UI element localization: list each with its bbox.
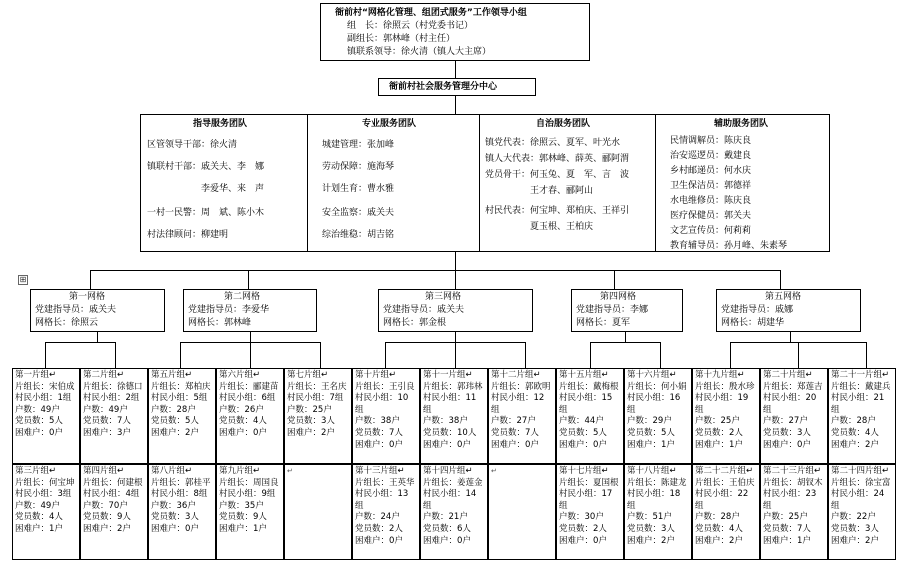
- subgroup-line: 片组长：何宝坤: [15, 477, 75, 488]
- connector-teams-grids: [455, 252, 456, 270]
- team-auxiliary-line: 治安巡逻员：戴建良: [670, 151, 752, 161]
- subgroup-line: 村民小组：9组: [219, 489, 276, 500]
- paragraph-mark: ↵: [287, 467, 293, 475]
- grid-name: 第二网格: [224, 292, 261, 302]
- subgroup-line: 组: [355, 404, 364, 415]
- subgroup-line: 困难户：0户: [491, 439, 539, 450]
- subgroup-line: 片组长：王名庆: [287, 381, 347, 392]
- subgroup-line: 村民小组：11: [423, 393, 477, 404]
- subgroup-line: 片组长：陈建龙: [627, 477, 687, 488]
- subgroup-cell: [148, 368, 216, 464]
- subgroup-line: 户数：24户: [355, 512, 400, 523]
- subgroup-line: 户数：70户: [83, 500, 128, 511]
- connector-sub: [180, 342, 181, 368]
- subgroup-cell: [216, 464, 284, 560]
- subgroup-line: 片组长：周国良: [219, 477, 279, 488]
- connector-sub: [115, 342, 116, 368]
- subgroup-line: 党员数：4人: [219, 416, 267, 427]
- subgroup-line: 片组长：郭桂平: [151, 477, 211, 488]
- subgroup-line: 村民小组：4组: [83, 489, 140, 500]
- team-professional-line: 城建管理：张加峰: [322, 140, 395, 150]
- subgroup-name: 第五片组↵: [151, 370, 193, 380]
- team-autonomy-line: 镇人大代表：郭林峰、薛英、郦阿渭: [485, 154, 630, 164]
- subgroup-line: 户数：36户: [151, 500, 196, 511]
- subgroup-cell: [12, 368, 80, 464]
- connector-sub: [730, 342, 731, 368]
- subgroup-cell: [148, 464, 216, 560]
- subgroup-line: 困难户：0户: [355, 439, 403, 450]
- connector-sub: [525, 342, 526, 368]
- subgroup-cell: [352, 368, 420, 464]
- leadership-line-contact: 镇联系领导：徐火清（镇人大主席）: [347, 47, 492, 57]
- team-autonomy: [479, 114, 656, 252]
- subgroup-line: 党员数：3人: [627, 523, 675, 534]
- subgroup-line: 村民小组：18: [627, 489, 681, 500]
- subgroup-line: 困难户：2户: [151, 427, 199, 438]
- subgroup-cell-empty: [488, 464, 556, 560]
- grid-2: [183, 289, 317, 332]
- subgroup-name: 第九片组↵: [219, 466, 261, 476]
- connector-grid-drop: [614, 270, 615, 289]
- team-auxiliary-line: 教育辅导员：孙月峰、朱素琴: [670, 241, 788, 251]
- subgroup-line: 党员数：2人: [695, 427, 743, 438]
- connector-center-teams: [455, 96, 456, 114]
- team-professional-line: 计划生育：曹水雅: [322, 184, 395, 194]
- subgroup-line: 村民小组：23: [763, 489, 817, 500]
- subgroup-line: 户数：21户: [423, 512, 468, 523]
- subgroup-line: 组: [559, 500, 568, 511]
- subgroup-name: 第十六片组↵: [627, 370, 677, 380]
- subgroup-line: 党员数：5人: [559, 427, 607, 438]
- subgroup-line: 户数：49户: [15, 404, 60, 415]
- connector-sub: [660, 342, 661, 368]
- team-auxiliary-line: 水电维修员：陈庆良: [670, 196, 752, 206]
- team-auxiliary-line: 文艺宣传员：何莉莉: [670, 226, 752, 236]
- subgroup-name: 第四片组↵: [83, 466, 125, 476]
- subgroup-line: 片组长：郑柏庆: [151, 381, 211, 392]
- team-auxiliary-line: 民情调解员：陈庆良: [670, 136, 752, 146]
- subgroup-cell: [80, 368, 148, 464]
- subgroup-line: 困难户：1户: [763, 535, 811, 546]
- subgroup-line: 组: [831, 404, 840, 415]
- subgroup-line: 户数：38户: [355, 416, 400, 427]
- team-autonomy-title: 自治服务团队: [536, 119, 591, 129]
- center-title: 衙前村社会服务管理分中心: [389, 82, 498, 92]
- subgroup-line: 困难户：0户: [763, 439, 811, 450]
- subgroup-line: 困难户：0户: [219, 427, 267, 438]
- team-guidance-line: 李爱华、来 声: [147, 184, 265, 194]
- team-auxiliary-line: 卫生保洁员：郭德祥: [670, 181, 752, 191]
- subgroup-cell: [556, 464, 624, 560]
- subgroup-line: 村民小组：7组: [287, 393, 344, 404]
- subgroup-line: 片组长：戴梅根: [559, 381, 619, 392]
- subgroup-line: 片组长：郭欧明: [491, 381, 551, 392]
- team-auxiliary: [655, 114, 830, 252]
- subgroup-line: 片组长：王英华: [355, 477, 415, 488]
- subgroup-line: 村民小组：22: [695, 489, 749, 500]
- subgroup-line: 片组长：徐宝富: [831, 477, 891, 488]
- subgroup-line: 党员数：4人: [15, 512, 63, 523]
- connector-sub: [790, 332, 791, 342]
- paragraph-mark: ↵: [491, 467, 497, 475]
- subgroup-line: 片组长：郑莲吉: [763, 381, 823, 392]
- subgroup-line: 组: [831, 500, 840, 511]
- subgroup-line: 村民小组：14: [423, 489, 477, 500]
- grid-4: [571, 289, 683, 332]
- subgroup-name: 第六片组↵: [219, 370, 261, 380]
- subgroup-line: 党员数：9人: [83, 512, 131, 523]
- subgroup-cell: [760, 368, 828, 464]
- subgroup-line: 村民小组：2组: [83, 393, 140, 404]
- subgroup-line: 党员数：2人: [559, 523, 607, 534]
- table-anchor-icon[interactable]: ⊞: [19, 275, 27, 284]
- subgroup-line: 片组长：何小娟: [627, 381, 687, 392]
- subgroup-line: 村民小组：13: [355, 489, 409, 500]
- grid-name: 第四网格: [600, 292, 637, 302]
- team-professional-line: 综治维稳：胡吉铭: [322, 230, 395, 240]
- subgroup-cell: [556, 368, 624, 464]
- grid-1: [30, 289, 165, 332]
- subgroup-cell: [12, 464, 80, 560]
- connector-sub: [590, 342, 660, 343]
- subgroup-line: 党员数：5人: [151, 416, 199, 427]
- connector-grid-bus: [90, 270, 780, 271]
- team-guidance-title: 指导服务团队: [193, 119, 248, 129]
- subgroup-name: 第一片组↵: [15, 370, 57, 380]
- subgroup-name: 第十八片组↵: [627, 466, 677, 476]
- subgroup-line: 户数：30户: [559, 512, 604, 523]
- subgroup-cell: [692, 368, 760, 464]
- subgroup-cell: [828, 368, 896, 464]
- subgroup-line: 村民小组：12: [491, 393, 545, 404]
- subgroup-line: 片组长：殷水珍: [695, 381, 755, 392]
- subgroup-name: 第十三片组↵: [355, 466, 405, 476]
- team-professional-line: 安全监察：戚关夫: [322, 208, 395, 218]
- grid-leader: 网格长：徐照云: [35, 318, 99, 328]
- connector-sub: [385, 342, 386, 368]
- subgroup-name: 第十二片组↵: [491, 370, 541, 380]
- subgroup-line: 户数：25户: [287, 404, 332, 415]
- subgroup-line: 村民小组：20: [763, 393, 817, 404]
- subgroup-name: 第十片组↵: [355, 370, 397, 380]
- connector-sub: [250, 342, 251, 368]
- team-auxiliary-line: 医疗保健员：郭关夫: [670, 211, 752, 221]
- subgroup-line: 片组长：王伯庆: [695, 477, 755, 488]
- subgroup-name: 第二十一片组↵: [831, 370, 890, 380]
- subgroup-line: 村民小组：15: [559, 393, 613, 404]
- connector-sub: [455, 342, 456, 368]
- leadership-box: [320, 3, 590, 61]
- subgroup-line: 户数：44户: [559, 416, 604, 427]
- subgroup-line: 党员数：3人: [287, 416, 335, 427]
- subgroup-line: 村民小组：24: [831, 489, 885, 500]
- connector-grid-drop: [90, 270, 91, 289]
- team-auxiliary-title: 辅助服务团队: [714, 119, 769, 129]
- subgroup-line: 户数：28户: [151, 404, 196, 415]
- subgroup-name: 第十一片组↵: [423, 370, 473, 380]
- subgroup-line: 党员数：4人: [831, 427, 879, 438]
- subgroup-line: 户数：28户: [695, 512, 740, 523]
- leadership-title: 衙前村“网格化管理、组团式服务”工作领导小组: [335, 8, 527, 18]
- team-guidance-line: 村法律顾问：柳建明: [147, 230, 229, 240]
- subgroup-line: 村民小组：19: [695, 393, 749, 404]
- subgroup-line: 党员数：5人: [15, 416, 63, 427]
- subgroup-line: 村民小组：8组: [151, 489, 208, 500]
- subgroup-line: 片组长：姜莲金: [423, 477, 483, 488]
- subgroup-name: 第二片组↵: [83, 370, 125, 380]
- subgroup-line: 村民小组：16: [627, 393, 681, 404]
- subgroup-line: 困难户：2户: [83, 523, 131, 534]
- subgroup-line: 户数：29户: [627, 416, 672, 427]
- grid-5: [716, 289, 861, 332]
- subgroup-line: 困难户：0户: [355, 535, 403, 546]
- subgroup-name: 第十四片组↵: [423, 466, 473, 476]
- grid-guide: 党建指导员：李娜: [576, 305, 649, 315]
- subgroup-line: 村民小组：6组: [219, 393, 276, 404]
- subgroup-line: 片组长：宋伯成: [15, 381, 75, 392]
- subgroup-line: 户数：26户: [219, 404, 264, 415]
- connector-sub: [320, 342, 321, 368]
- subgroup-line: 户数：49户: [83, 404, 128, 415]
- subgroup-line: 困难户：0户: [559, 439, 607, 450]
- subgroup-name: 第二十片组↵: [763, 370, 813, 380]
- subgroup-name: 第二十四片组↵: [831, 466, 890, 476]
- subgroup-line: 组: [695, 404, 704, 415]
- subgroup-cell: [284, 368, 352, 464]
- team-autonomy-line: 镇党代表：徐照云、夏军、叶光水: [485, 138, 621, 148]
- subgroup-cell-empty: [284, 464, 352, 560]
- subgroup-line: 户数：51户: [627, 512, 672, 523]
- subgroup-line: 党员数：7人: [763, 523, 811, 534]
- subgroup-line: 片组长：何建根: [83, 477, 143, 488]
- center-box: [378, 78, 536, 96]
- subgroup-line: 困难户：1户: [695, 439, 743, 450]
- grid-guide: 党建指导员：戚关夫: [383, 305, 465, 315]
- grid-guide: 党建指导员：李爱华: [188, 305, 270, 315]
- subgroup-cell: [420, 464, 488, 560]
- subgroup-line: 户数：22户: [831, 512, 876, 523]
- subgroup-line: 户数：27户: [763, 416, 808, 427]
- subgroup-line: 困难户：0户: [15, 427, 63, 438]
- subgroup-line: 户数：38户: [423, 416, 468, 427]
- subgroup-cell: [420, 368, 488, 464]
- subgroup-line: 组: [695, 500, 704, 511]
- subgroup-line: 组: [627, 500, 636, 511]
- connector-sub: [866, 342, 867, 368]
- subgroup-line: 组: [355, 500, 364, 511]
- subgroup-line: 党员数：6人: [423, 523, 471, 534]
- subgroup-line: 组: [763, 404, 772, 415]
- leadership-line-leader: 组 长：徐照云（村党委书记）: [347, 21, 474, 31]
- subgroup-line: 困难户：1户: [15, 523, 63, 534]
- subgroup-line: 村民小组：17: [559, 489, 613, 500]
- connector-sub: [45, 342, 115, 343]
- subgroup-line: 党员数：7人: [83, 416, 131, 427]
- connector-sub: [625, 332, 626, 342]
- team-auxiliary-line: 乡村邮递员：何水庆: [670, 166, 752, 176]
- subgroup-line: 片组长：王引良: [355, 381, 415, 392]
- subgroup-line: 党员数：4人: [695, 523, 743, 534]
- subgroup-line: 困难户：2户: [627, 535, 675, 546]
- subgroup-line: 村民小组：10: [355, 393, 409, 404]
- subgroup-name: 第二十二片组↵: [695, 466, 754, 476]
- subgroup-cell: [828, 464, 896, 560]
- subgroup-line: 困难户：3户: [83, 427, 131, 438]
- subgroup-name: 第八片组↵: [151, 466, 193, 476]
- subgroup-line: 户数：28户: [831, 416, 876, 427]
- team-professional-title: 专业服务团队: [362, 119, 417, 129]
- subgroup-cell: [488, 368, 556, 464]
- team-autonomy-line: 党员骨干：何玉兔、夏 军、言 波: [485, 170, 630, 180]
- connector-grid-drop: [780, 270, 781, 289]
- subgroup-line: 困难户：1户: [627, 439, 675, 450]
- team-professional: [307, 114, 480, 252]
- subgroup-line: 组: [423, 500, 432, 511]
- subgroup-cell: [760, 464, 828, 560]
- subgroup-line: 组: [559, 404, 568, 415]
- leadership-line-deputy: 副组长：郭林峰（村主任）: [347, 34, 456, 44]
- connector-sub: [590, 342, 591, 368]
- subgroup-line: 困难户：0户: [151, 523, 199, 534]
- subgroup-line: 组: [491, 404, 500, 415]
- connector-sub: [45, 342, 46, 368]
- subgroup-cell: [624, 464, 692, 560]
- subgroup-cell: [80, 464, 148, 560]
- subgroup-line: 困难户：0户: [559, 535, 607, 546]
- subgroup-name: 第十五片组↵: [559, 370, 609, 380]
- subgroup-line: 党员数：9人: [219, 512, 267, 523]
- team-professional-line: 劳动保障：施海琴: [322, 162, 395, 172]
- subgroup-line: 片组长：徐德口: [83, 381, 143, 392]
- subgroup-line: 户数：35户: [219, 500, 264, 511]
- subgroup-line: 村民小组：5组: [151, 393, 208, 404]
- subgroup-line: 党员数：7人: [355, 427, 403, 438]
- subgroup-line: 组: [423, 404, 432, 415]
- subgroup-line: 困难户：0户: [423, 439, 471, 450]
- team-autonomy-line: 夏玉根、王柏庆: [485, 222, 594, 232]
- team-guidance-line: 区管领导干部：徐火清: [147, 140, 238, 150]
- grid-name: 第一网格: [69, 292, 106, 302]
- subgroup-line: 户数：25户: [695, 416, 740, 427]
- subgroup-cell: [352, 464, 420, 560]
- subgroup-line: 困难户：2户: [287, 427, 335, 438]
- connector-sub: [250, 332, 251, 342]
- connector-grid-drop: [248, 270, 249, 289]
- subgroup-line: 户数：49户: [15, 500, 60, 511]
- grid-guide: 党建指导员：戚关夫: [35, 305, 117, 315]
- subgroup-line: 党员数：5人: [627, 427, 675, 438]
- subgroup-line: 村民小组：21: [831, 393, 885, 404]
- subgroup-line: 党员数：3人: [831, 523, 879, 534]
- subgroup-line: 片组长：郭玮林: [423, 381, 483, 392]
- subgroup-line: 党员数：3人: [151, 512, 199, 523]
- connector-sub: [455, 332, 456, 342]
- grid-name: 第三网格: [425, 292, 462, 302]
- grid-leader: 网格长：胡建华: [721, 318, 785, 328]
- subgroup-line: 片组长：戴建兵: [831, 381, 891, 392]
- subgroup-line: 户数：25户: [763, 512, 808, 523]
- grid-3: [378, 289, 533, 332]
- subgroup-name: 第十九片组↵: [695, 370, 745, 380]
- grid-name: 第五网格: [765, 292, 802, 302]
- team-autonomy-line: 王才春、郦阿山: [485, 186, 594, 196]
- subgroup-line: 困难户：1户: [219, 523, 267, 534]
- grid-guide: 党建指导员：戚娜: [721, 305, 794, 315]
- subgroup-name: 第二十三片组↵: [763, 466, 822, 476]
- subgroup-line: 片组长：郦建苗: [219, 381, 279, 392]
- subgroup-name: 第三片组↵: [15, 466, 57, 476]
- team-autonomy-line: 村民代表：何宝坤、郑柏庆、王祥引: [485, 206, 630, 216]
- subgroup-line: 村民小组：3组: [15, 489, 72, 500]
- subgroup-line: 村民小组：1组: [15, 393, 72, 404]
- subgroup-name: 第七片组↵: [287, 370, 329, 380]
- connector-grid-drop: [455, 270, 456, 289]
- subgroup-line: 组: [627, 404, 636, 415]
- subgroup-line: 困难户：2户: [831, 439, 879, 450]
- subgroup-line: 党员数：2人: [355, 523, 403, 534]
- subgroup-line: 片组长：夏国根: [559, 477, 619, 488]
- subgroup-cell: [624, 368, 692, 464]
- connector-top-center: [455, 61, 456, 78]
- subgroup-line: 户数：27户: [491, 416, 536, 427]
- subgroup-name: 第十七片组↵: [559, 466, 609, 476]
- subgroup-line: 片组长：胡钗木: [763, 477, 823, 488]
- subgroup-cell: [692, 464, 760, 560]
- grid-leader: 网格长：郭林峰: [188, 318, 252, 328]
- team-guidance-line: 镇联村干部：戚关夫、李 娜: [147, 162, 265, 172]
- subgroup-line: 困难户：2户: [695, 535, 743, 546]
- grid-leader: 网格长：郭金根: [383, 318, 447, 328]
- subgroup-line: 党员数：3人: [763, 427, 811, 438]
- team-guidance: [140, 114, 308, 252]
- grid-leader: 网格长：夏军: [576, 318, 631, 328]
- subgroup-line: 党员数：7人: [491, 427, 539, 438]
- subgroup-line: 困难户：0户: [423, 535, 471, 546]
- team-guidance-line: 一村一民警：周 斌、陈小木: [147, 208, 265, 218]
- subgroup-cell: [216, 368, 284, 464]
- subgroup-line: 困难户：2户: [831, 535, 879, 546]
- connector-sub: [798, 342, 799, 368]
- subgroup-line: 组: [763, 500, 772, 511]
- subgroup-line: 党员数：10人: [423, 427, 477, 438]
- connector-sub: [97, 332, 98, 342]
